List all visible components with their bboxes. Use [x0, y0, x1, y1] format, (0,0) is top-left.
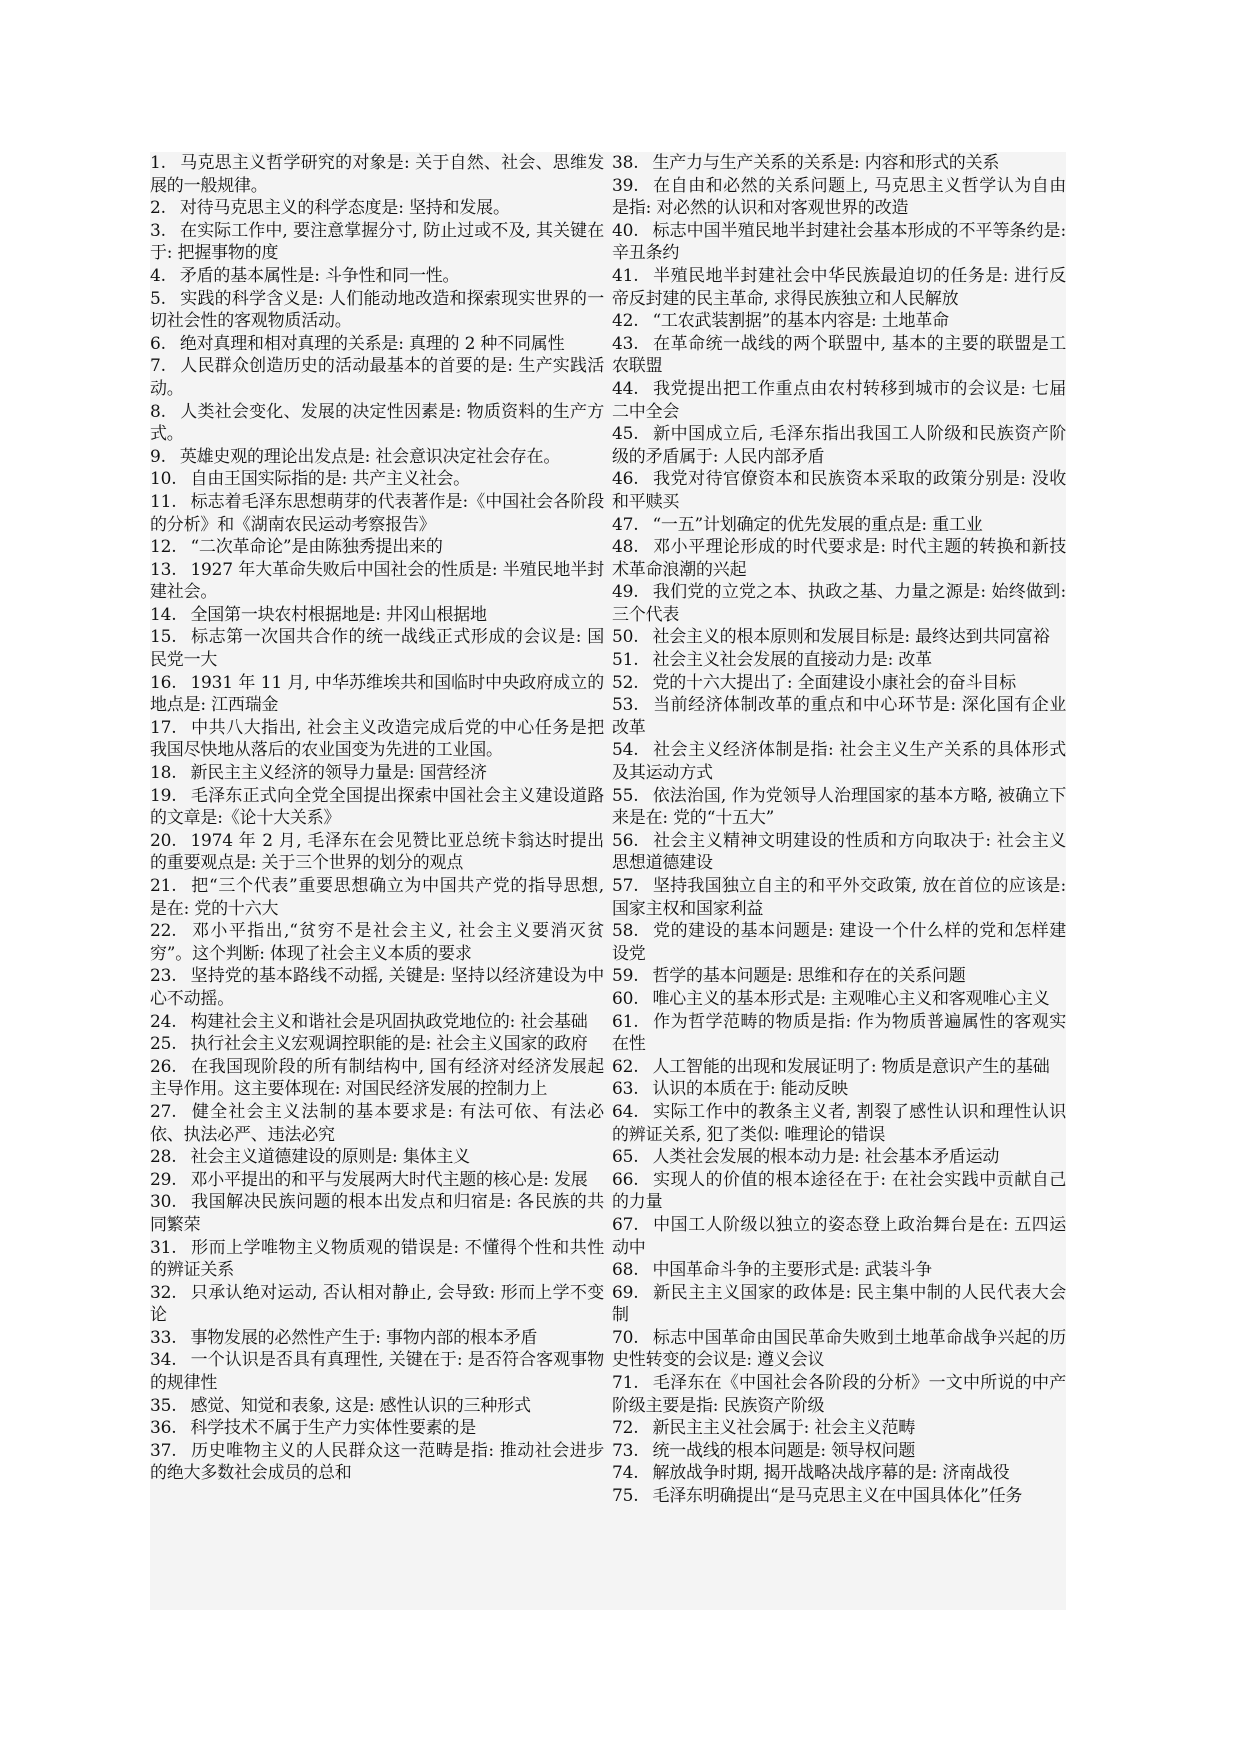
right-column: [608, 152, 1066, 1610]
item-number: 62.: [612, 1056, 639, 1077]
item-text: 坚持我国独立自主的和平外交政策, 放在首位的应该是: 国家主权和国家利益: [612, 876, 1066, 919]
question-item: [150, 491, 604, 536]
item-text: 党的建设的基本问题是: 建设一个什么样的党和怎样建设党: [612, 921, 1066, 964]
item-number: 25.: [150, 1034, 177, 1055]
question-item: [612, 1282, 1066, 1327]
item-text: 新民主主义国家的政体是: 民主集中制的人民代表大会制: [612, 1282, 1066, 1326]
item-text: 社会主义社会发展的直接动力是: 改革: [652, 650, 932, 671]
question-item: [612, 378, 1066, 423]
question-item: [612, 1056, 1066, 1079]
item-number: 24.: [150, 1011, 177, 1032]
item-text: 自由王国实际指的是: 共产主义社会。: [190, 469, 470, 490]
item-number: 20.: [150, 830, 177, 851]
item-text: 全国第一块农村根据地是: 井冈山根据地: [190, 604, 487, 625]
item-number: 69.: [612, 1282, 639, 1303]
question-item: [150, 1169, 604, 1192]
question-item: [150, 1349, 604, 1394]
question-item: [150, 1282, 604, 1327]
question-item: [150, 1146, 604, 1169]
item-number: 10.: [150, 469, 177, 490]
question-item: [612, 536, 1066, 581]
item-number: 23.: [150, 966, 177, 987]
item-text: 1927 年大革命失败后中国社会的性质是: 半殖民地半封建社会。: [150, 559, 604, 603]
item-text: 邓小平提出的和平与发展两大时代主题的核心是: 发展: [190, 1169, 588, 1190]
item-text: “二次革命论”是由陈独秀提出来的: [190, 537, 443, 558]
question-item: [612, 1462, 1066, 1485]
item-text: 生产力与生产关系的关系是: 内容和形式的关系: [652, 153, 1000, 173]
item-number: 52.: [612, 672, 639, 693]
item-number: 59.: [612, 966, 639, 987]
item-text: 依法治国, 作为党领导人治理国家的基本方略, 被确立下来是在: 党的“十五大”: [612, 785, 1066, 829]
item-number: 61.: [612, 1011, 639, 1032]
item-number: 73.: [612, 1440, 639, 1461]
item-number: 30.: [150, 1192, 177, 1213]
item-text: 绝对真理和相对真理的关系是: 真理的 2 种不同属性: [179, 333, 565, 354]
item-text: 人工智能的出现和发展证明了: 物质是意识产生的基础: [652, 1056, 1050, 1077]
question-item: [612, 694, 1066, 739]
item-text: 中国工人阶级以独立的姿态登上政治舞台是在: 五四运动中: [612, 1214, 1066, 1258]
question-item: [150, 468, 604, 491]
item-number: 5.: [150, 288, 166, 309]
item-number: 58.: [612, 921, 639, 942]
question-item: [612, 152, 1066, 175]
item-number: 74.: [612, 1463, 639, 1484]
item-number: 49.: [612, 582, 639, 603]
item-text: 我党提出把工作重点由农村转移到城市的会议是: 七届二中全会: [612, 378, 1066, 422]
question-item: [612, 1011, 1066, 1056]
left-column: [150, 152, 608, 1610]
item-number: 65.: [612, 1147, 639, 1168]
item-number: 51.: [612, 650, 639, 671]
item-text: 坚持党的基本路线不动摇, 关键是: 坚持以经济建设为中心不动摇。: [150, 966, 604, 1009]
item-text: 马克思主义哲学研究的对象是: 关于自然、社会、思维发展的一般规律。: [150, 153, 604, 196]
item-number: 27.: [150, 1101, 177, 1122]
question-item: [612, 1485, 1066, 1508]
question-item: [612, 672, 1066, 695]
item-text: 毛泽东在《中国社会各阶段的分析》一文中所说的中产阶级主要是指: 民族资产阶级: [612, 1373, 1066, 1416]
question-item: [612, 581, 1066, 626]
question-item: [150, 626, 604, 671]
item-text: 党的十六大提出了: 全面建设小康社会的奋斗目标: [652, 672, 1016, 693]
item-text: 把“三个代表”重要思想确立为中国共产党的指导思想, 是在: 党的十六大: [150, 876, 604, 919]
item-number: 64.: [612, 1101, 639, 1122]
item-text: 当前经济体制改革的重点和中心环节是: 深化国有企业改革: [612, 695, 1066, 738]
item-number: 22.: [150, 921, 177, 942]
item-number: 15.: [150, 627, 177, 648]
question-item: [612, 310, 1066, 333]
question-item: [150, 559, 604, 604]
item-text: 健全社会主义法制的基本要求是: 有法可依、有法必依、执法必严、违法必究: [150, 1101, 604, 1145]
question-item: [612, 333, 1066, 378]
item-number: 56.: [612, 830, 639, 851]
item-number: 53.: [612, 695, 639, 716]
item-text: 解放战争时期, 揭开战略决战序幕的是: 济南战役: [652, 1463, 1010, 1484]
item-text: 矛盾的基本属性是: 斗争性和同一性。: [179, 265, 460, 286]
item-number: 26.: [150, 1056, 177, 1077]
item-text: 历史唯物主义的人民群众这一范畴是指: 推动社会进步的绝大多数社会成员的总和: [150, 1440, 604, 1484]
question-item: [612, 920, 1066, 965]
item-number: 9.: [150, 446, 166, 467]
question-item: [150, 672, 604, 717]
item-number: 36.: [150, 1418, 177, 1439]
question-item: [612, 988, 1066, 1011]
item-text: 科学技术不属于生产力实体性要素的是: [190, 1418, 477, 1439]
question-item: [612, 1214, 1066, 1259]
item-number: 50.: [612, 627, 639, 648]
item-number: 63.: [612, 1079, 639, 1100]
item-text: “工农武装割据”的基本内容是: 土地革命: [652, 311, 949, 332]
item-number: 45.: [612, 424, 639, 445]
question-item: [612, 739, 1066, 784]
item-text: 我党对待官僚资本和民族资本采取的政策分别是: 没收 和平赎买: [612, 469, 1066, 512]
item-number: 47.: [612, 514, 639, 535]
item-text: “一五”计划确定的优先发展的重点是: 重工业: [652, 514, 983, 535]
question-item: [612, 649, 1066, 672]
question-item: [150, 1056, 604, 1101]
question-item: [612, 423, 1066, 468]
item-number: 57.: [612, 876, 639, 896]
item-text: 实践的科学含义是: 人们能动地改造和探索现实世界的一切社会性的客观物质活动。: [150, 288, 604, 332]
question-item: [612, 965, 1066, 988]
item-text: 在我国现阶段的所有制结构中, 国有经济对经济发展起主导作用。这主要体现在: 对国民经济发展的控制力上: [150, 1056, 604, 1100]
item-number: 8.: [150, 401, 166, 422]
question-item: [150, 152, 604, 197]
question-item: [150, 265, 604, 288]
item-text: 1931 年 11 月, 中华苏维埃共和国临时中央政府成立的地点是: 江西瑞金: [150, 672, 604, 716]
item-text: 作为哲学范畴的物质是指: 作为物质普遍属性的客观实在性: [612, 1011, 1066, 1055]
item-text: 我国解决民族问题的根本出发点和归宿是: 各民族的共同繁荣: [150, 1192, 604, 1235]
item-number: 54.: [612, 740, 639, 761]
question-item: [150, 1237, 604, 1282]
item-text: 社会主义道德建设的原则是: 集体主义: [190, 1147, 470, 1168]
question-item: [150, 333, 604, 356]
question-item: [150, 1327, 604, 1350]
question-item: [612, 265, 1066, 310]
item-number: 40.: [612, 220, 639, 241]
item-text: 形而上学唯物主义物质观的错误是: 不懂得个性和共性的辨证关系: [150, 1237, 604, 1281]
question-item: [612, 1417, 1066, 1440]
item-number: 16.: [150, 672, 177, 693]
item-number: 3.: [150, 220, 166, 241]
item-number: 42.: [612, 311, 639, 332]
question-item: [612, 830, 1066, 875]
question-item: [150, 288, 604, 333]
item-text: 统一战线的根本问题是: 领导权问题: [652, 1440, 916, 1461]
item-number: 18.: [150, 763, 177, 784]
item-number: 2.: [150, 198, 166, 219]
question-item: [150, 785, 604, 830]
item-number: 17.: [150, 717, 177, 738]
item-number: 12.: [150, 537, 177, 558]
question-item: [150, 401, 604, 446]
question-item: [612, 1078, 1066, 1101]
item-number: 19.: [150, 785, 177, 806]
item-text: 构建社会主义和谐社会是巩固执政党地位的: 社会基础: [190, 1011, 588, 1032]
item-text: 毛泽东明确提出“是马克思主义在中国具体化”任务: [652, 1486, 1023, 1507]
question-item: [150, 1101, 604, 1146]
item-number: 31.: [150, 1237, 177, 1258]
question-item: [612, 875, 1066, 920]
question-item: [612, 785, 1066, 830]
item-text: 唯心主义的基本形式是: 主观唯心主义和客观唯心主义: [652, 988, 1050, 1009]
item-text: 人类社会发展的根本动力是: 社会基本矛盾运动: [652, 1147, 1000, 1168]
item-number: 71.: [612, 1373, 639, 1394]
question-item: [612, 514, 1066, 537]
question-item: [150, 830, 604, 875]
item-number: 60.: [612, 988, 639, 1009]
item-number: 21.: [150, 876, 177, 896]
question-item: [150, 920, 604, 965]
item-number: 38.: [612, 153, 639, 173]
item-text: 只承认绝对运动, 否认相对静止, 会导致: 形而上学不变论: [150, 1282, 604, 1326]
question-item: [612, 1372, 1066, 1417]
question-item: [150, 1395, 604, 1418]
item-text: 在革命统一战线的两个联盟中, 基本的主要的联盟是工农联盟: [612, 333, 1066, 377]
question-item: [150, 220, 604, 265]
item-text: 标志第一次国共合作的统一战线正式形成的会议是: 国民党一大: [150, 627, 604, 671]
question-item: [150, 197, 604, 220]
item-number: 13.: [150, 559, 177, 580]
question-item: [150, 536, 604, 559]
question-item: [612, 1259, 1066, 1282]
question-item: [612, 175, 1066, 220]
item-number: 68.: [612, 1260, 639, 1281]
item-text: 人民群众创造历史的活动最基本的首要的是: 生产实践活动。: [150, 356, 604, 399]
item-number: 7.: [150, 356, 166, 377]
item-number: 4.: [150, 265, 166, 286]
item-number: 70.: [612, 1327, 639, 1348]
item-number: 55.: [612, 785, 639, 806]
item-number: 33.: [150, 1327, 177, 1348]
item-text: 新中国成立后, 毛泽东指出我国工人阶级和民族资产阶级的矛盾属于: 人民内部矛盾: [612, 424, 1066, 467]
item-text: 一个认识是否具有真理性, 关键在于: 是否符合客观事物的规律性: [150, 1350, 604, 1394]
item-text: 在自由和必然的关系问题上, 马克思主义哲学认为自由是指: 对必然的认识和对客观世界的改造: [612, 175, 1066, 219]
item-text: 实现人的价值的根本途径在于: 在社会实践中贡献自己的力量: [612, 1169, 1066, 1213]
item-text: 我们党的立党之本、执政之基、力量之源是: 始终做到: 三个代表: [612, 582, 1066, 625]
item-number: 14.: [150, 604, 177, 625]
question-item: [150, 717, 604, 762]
item-text: 邓小平理论形成的时代要求是: 时代主题的转换和新技术革命浪潮的兴起: [612, 537, 1066, 580]
question-item: [150, 762, 604, 785]
item-number: 32.: [150, 1282, 177, 1303]
item-number: 34.: [150, 1350, 177, 1371]
item-text: 新民主主义社会属于: 社会主义范畴: [652, 1418, 916, 1439]
item-text: 感觉、知觉和表象, 这是: 感性认识的三种形式: [190, 1395, 531, 1416]
item-number: 67.: [612, 1214, 639, 1235]
item-number: 46.: [612, 469, 639, 490]
question-item: [150, 1011, 604, 1034]
item-number: 35.: [150, 1395, 177, 1416]
item-number: 43.: [612, 333, 639, 354]
question-item: [150, 355, 604, 400]
item-number: 1.: [150, 153, 166, 173]
item-text: 半殖民地半封建社会中华民族最迫切的任务是: 进行反帝反封建的民主革命, 求得民族独立和人民解放: [612, 265, 1066, 309]
item-number: 41.: [612, 265, 639, 286]
question-item: [150, 1417, 604, 1440]
item-number: 37.: [150, 1440, 177, 1461]
item-text: 1974 年 2 月, 毛泽东在会见赞比亚总统卡翁达时提出的重要观点是: 关于三个世界的划分的观点: [150, 830, 604, 874]
question-item: [612, 1146, 1066, 1169]
item-text: 社会主义的根本原则和发展目标是: 最终达到共同富裕: [652, 627, 1050, 648]
question-item: [150, 1191, 604, 1236]
item-number: 28.: [150, 1147, 177, 1168]
item-text: 人类社会变化、发展的决定性因素是: 物质资料的生产方式。: [150, 401, 604, 445]
item-number: 48.: [612, 537, 639, 558]
item-text: 对待马克思主义的科学态度是: 坚持和发展。: [179, 198, 510, 219]
item-number: 39.: [612, 175, 639, 196]
item-text: 在实际工作中, 要注意掌握分寸, 防止过或不及, 其关键在于: 把握事物的度: [150, 220, 604, 264]
item-number: 29.: [150, 1169, 177, 1190]
question-item: [612, 626, 1066, 649]
item-text: 社会主义经济体制是指: 社会主义生产关系的具体形式及其运动方式: [612, 740, 1066, 784]
item-text: 实际工作中的教条主义者, 割裂了感性认识和理性认识的辨证关系, 犯了类似: 唯理论的错误: [612, 1101, 1066, 1145]
question-item: [612, 468, 1066, 513]
item-text: 中共八大指出, 社会主义改造完成后党的中心任务是把我国尽快地从落后的农业国变为先进的工业国。: [150, 717, 604, 761]
item-number: 66.: [612, 1169, 639, 1190]
question-item: [612, 1327, 1066, 1372]
item-text: 标志着毛泽东思想萌芽的代表著作是:《中国社会各阶段的分析》和《湖南农民运动考察报告》: [150, 491, 604, 535]
question-item: [150, 1440, 604, 1485]
question-item: [150, 1033, 604, 1056]
question-item: [612, 1169, 1066, 1214]
item-text: 事物发展的必然性产生于: 事物内部的根本矛盾: [190, 1327, 538, 1348]
item-text: 标志中国革命由国民革命失败到土地革命战争兴起的历史性转变的会议是: 遵义会议: [612, 1327, 1066, 1371]
question-item: [612, 1440, 1066, 1463]
item-text: 英雄史观的理论出发点是: 社会意识决定社会存在。: [179, 446, 561, 467]
item-text: 邓小平指出,“贫穷不是社会主义, 社会主义要消灭贫穷”。这个判断: 体现了社会主义本质的要求: [150, 921, 604, 964]
question-item: [150, 604, 604, 627]
item-text: 社会主义精神文明建设的性质和方向取决于: 社会主义思想道德建设: [612, 830, 1066, 874]
item-text: 毛泽东正式向全党全国提出探索中国社会主义建设道路的文章是:《论十大关系》: [150, 785, 604, 829]
question-item: [612, 220, 1066, 265]
item-text: 新民主主义经济的领导力量是: 国营经济: [190, 763, 487, 784]
item-text: 中国革命斗争的主要形式是: 武装斗争: [652, 1260, 932, 1281]
item-text: 标志中国半殖民地半封建社会基本形成的不平等条约是: 辛丑条约: [612, 220, 1066, 264]
question-item: [612, 1101, 1066, 1146]
item-number: 44.: [612, 378, 639, 399]
item-text: 认识的本质在于: 能动反映: [652, 1079, 848, 1100]
document-page: [150, 152, 1066, 1610]
item-number: 75.: [612, 1486, 639, 1507]
question-item: [150, 446, 604, 469]
question-item: [150, 965, 604, 1010]
item-number: 6.: [150, 333, 166, 354]
item-text: 哲学的基本问题是: 思维和存在的关系问题: [652, 966, 966, 987]
question-item: [150, 875, 604, 920]
item-number: 72.: [612, 1418, 639, 1439]
item-text: 执行社会主义宏观调控职能的是: 社会主义国家的政府: [190, 1034, 588, 1055]
item-number: 11.: [150, 491, 177, 512]
